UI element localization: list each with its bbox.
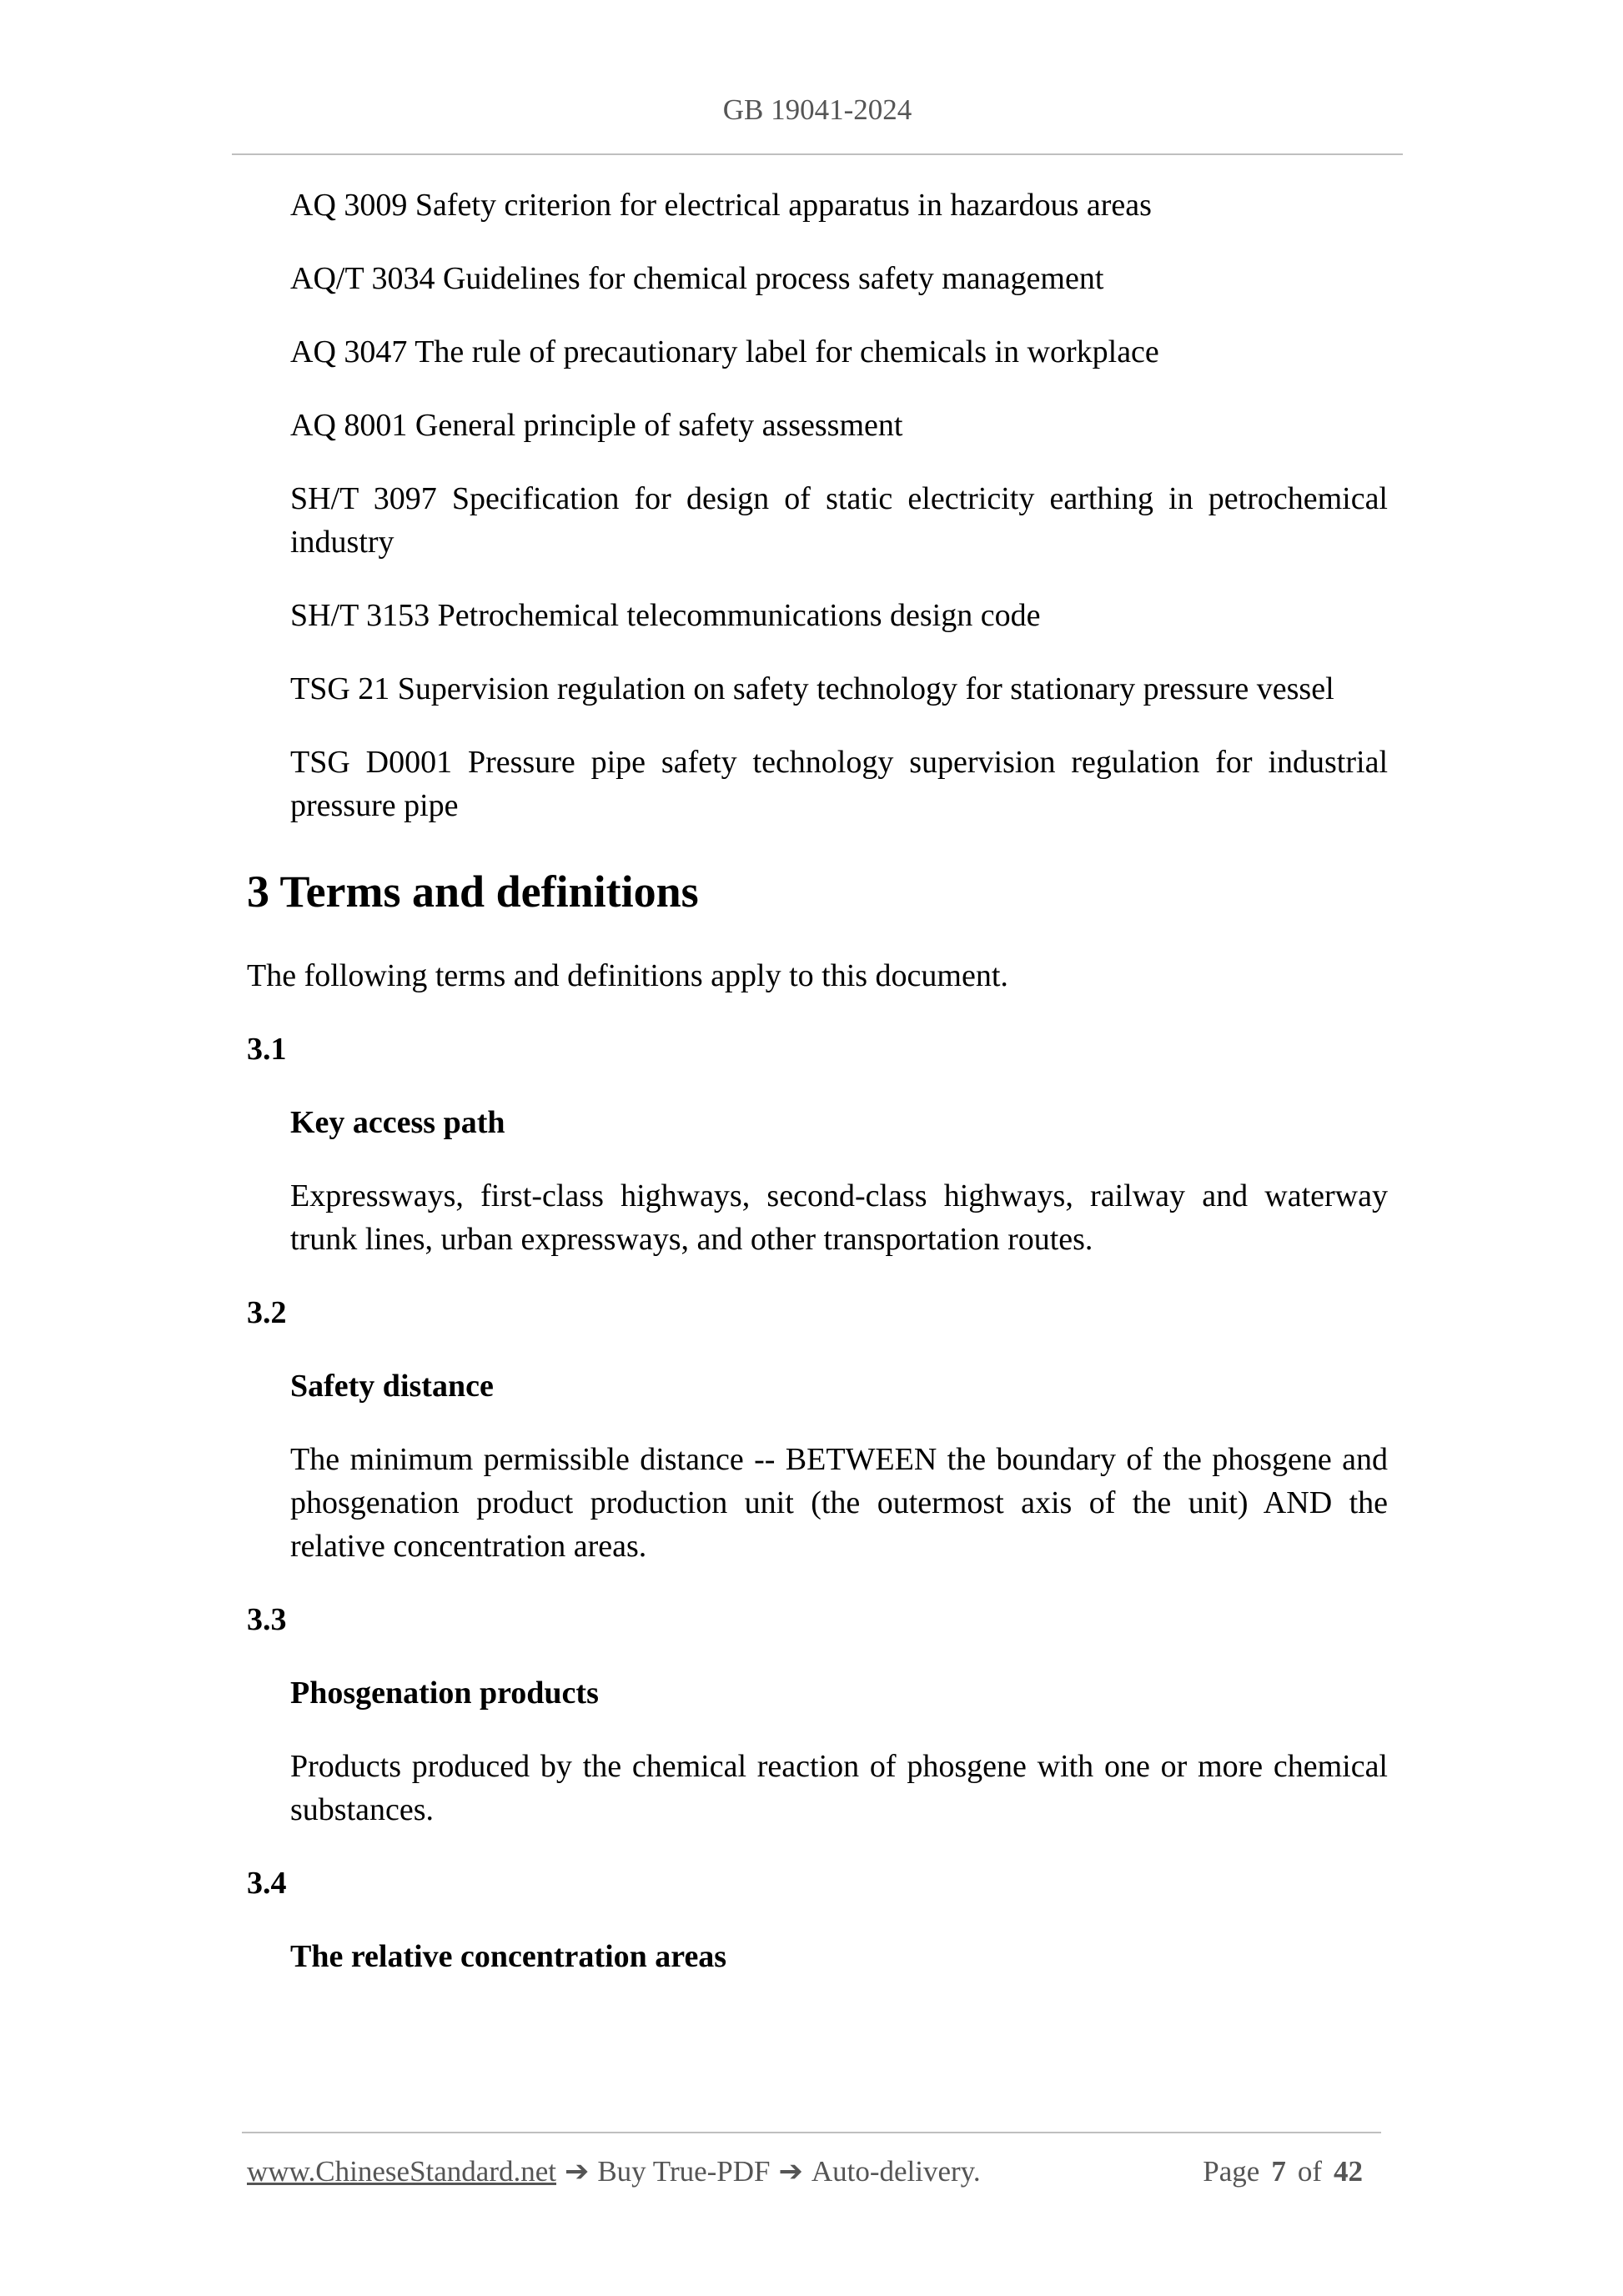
term-number: 3.4: [247, 1866, 287, 1901]
term-name: The relative concentration areas: [290, 1939, 727, 1974]
auto-delivery-text: Auto-delivery.: [811, 2155, 981, 2188]
term-number: 3.1: [247, 1032, 287, 1067]
term-entry: [247, 1861, 1388, 1978]
reference-item: SH/T 3153 Petrochemical telecommunications design code: [290, 598, 1041, 633]
reference-item: AQ 3009 Safety criterion for electrical apparatus in hazardous areas: [290, 188, 1152, 223]
term-definition: Expressways, first-class highways, second-class highways, railway and waterway trunk lines, urban expressways, and other transportation routes.: [290, 1178, 1388, 1257]
reference-item: TSG 21 Supervision regulation on safety technology for stationary pressure vessel: [290, 671, 1334, 706]
reference-item: AQ 3047 The rule of precautionary label for chemicals in workplace: [290, 334, 1159, 369]
reference-item: AQ/T 3034 Guidelines for chemical process safety management: [290, 261, 1104, 296]
page-content: [247, 183, 1388, 2008]
term-definition: Products produced by the chemical reaction of phosgene with one or more chemical substances.: [290, 1749, 1388, 1827]
term-number: 3.3: [247, 1602, 287, 1637]
term-entry: [247, 1027, 1388, 1261]
total-pages-number: 42: [1334, 2155, 1363, 2188]
header-divider: [232, 153, 1403, 155]
term-entry: [247, 1598, 1388, 1831]
term-number: 3.2: [247, 1295, 287, 1330]
buy-pdf-text: Buy True-PDF: [597, 2155, 771, 2188]
term-definition: The minimum permissible distance -- BETWEEN the boundary of the phosgene and phosgenation product production unit (the outermost axis of the unit) AND the relative concentration areas.: [290, 1442, 1388, 1564]
site-link[interactable]: www.ChineseStandard.net: [247, 2155, 556, 2188]
section-intro: The following terms and definitions apply to this document.: [247, 958, 1008, 993]
term-name: Phosgenation products: [290, 1676, 599, 1711]
page-of-label: of: [1297, 2155, 1322, 2188]
page-indicator: [1203, 2155, 1374, 2188]
arrow-right-icon: ➔: [565, 2155, 590, 2188]
reference-item: AQ 8001 General principle of safety assessment: [290, 408, 903, 443]
term-name: Key access path: [290, 1105, 505, 1140]
footer-promo: [247, 2155, 981, 2188]
document-code-header: GB 19041-2024: [722, 93, 912, 126]
page-label: Page: [1203, 2155, 1260, 2188]
term-name: Safety distance: [290, 1369, 494, 1404]
reference-item: SH/T 3097 Specification for design of static electricity earthing in petrochemical industry: [290, 481, 1388, 560]
term-entry: [247, 1291, 1388, 1568]
current-page-number: 7: [1271, 2155, 1286, 2188]
section-heading: 3 Terms and definitions: [247, 867, 699, 917]
arrow-right-icon: ➔: [778, 2155, 803, 2188]
footer-divider: [242, 2132, 1381, 2133]
normative-references-list: [247, 183, 1388, 827]
reference-item: TSG D0001 Pressure pipe safety technology supervision regulation for industrial pressure pipe: [290, 745, 1388, 823]
